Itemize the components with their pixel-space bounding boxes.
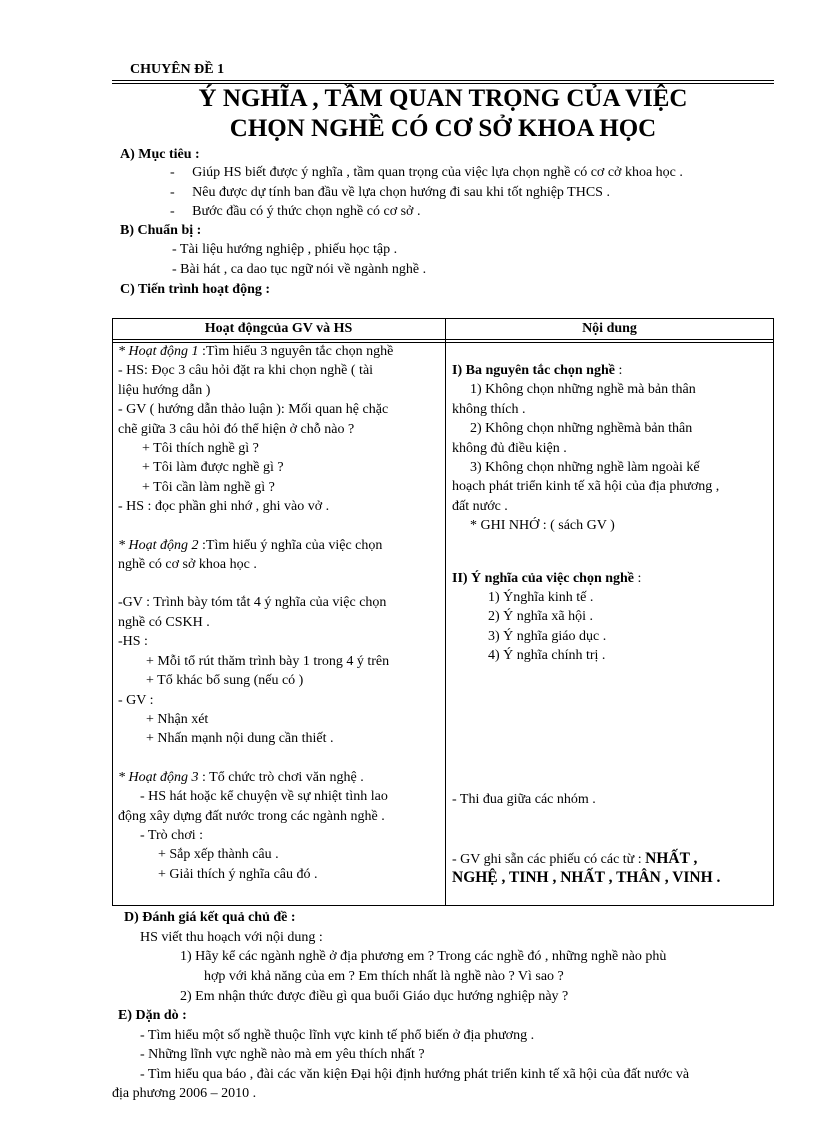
activity-1-question: + Tôi thích nghề gì ? — [142, 441, 259, 457]
activity-3-step: + Sắp xếp thành câu . — [158, 847, 279, 863]
principle-line: không đủ điều kiện . — [452, 440, 567, 456]
principle-line: không thích . — [452, 401, 526, 417]
section-e-line-4: địa phương 2006 – 2010 . — [112, 1086, 257, 1101]
meaning-item: 1) Ýnghĩa kinh tế . — [488, 590, 594, 606]
meaning-heading: II) Ý nghĩa của việc chọn nghề : — [452, 570, 642, 586]
section-a-item-3: - Bước đầu có ý thức chọn nghề có cơ sở . — [170, 204, 421, 219]
activity-3-line: - Trò chơi : — [140, 827, 204, 843]
section-d-question-1-cont: hợp với khả năng của em ? Em thích nhất là nghề nào ? Vì sao ? — [204, 969, 564, 984]
title-line-2: CHỌN NGHỀ CÓ CƠ SỞ KHOA HỌC — [229, 115, 657, 142]
activity-2-title: * Hoạt động 2 :Tìm hiểu ý nghĩa của việc chọn — [118, 537, 383, 553]
activity-1-line: - HS : đọc phần ghi nhớ , ghi vào vở . — [118, 499, 330, 515]
section-e-heading: E) Dặn dò : — [118, 1008, 187, 1023]
section-a-heading: A) Mục tiêu : — [120, 147, 200, 162]
activity-1-line: liệu hướng dẫn ) — [118, 382, 211, 398]
principle-line: 3) Không chọn những nghề làm ngoài kế — [470, 460, 700, 476]
activity-2-line: nghề có CSKH . — [118, 614, 210, 630]
activity-1-title: * Hoạt động 1 :Tìm hiểu 3 nguyên tắc chọn nghề — [118, 344, 394, 359]
principle-line: hoạch phát triển kinh tế xã hội của địa phương , — [452, 479, 720, 495]
memo-note: * GHI NHỚ : ( sách GV ) — [470, 518, 615, 534]
activity-1-question: + Tôi làm được nghề gì ? — [142, 460, 284, 476]
activity-1-line: - HS: Đọc 3 câu hỏi đặt ra khi chọn nghề ( tài — [118, 363, 374, 379]
activity-3-step: + Giải thích ý nghĩa câu đó . — [158, 866, 318, 882]
activity-3-line: - HS hát hoặc kể chuyện về sự nhiệt tình lao — [140, 789, 388, 805]
activity-2-step: + Tổ khác bổ sung (nếu có ) — [146, 673, 304, 689]
principles-heading: I) Ba nguyên tắc chọn nghề : — [452, 363, 623, 378]
word-cards-line: - GV ghi sẵn các phiếu có các từ : NHẤT , — [452, 850, 698, 867]
word-cards-words: NGHỆ , TINH , NHẤT , THÂN , VINH . — [452, 869, 721, 886]
activity-2-step: + Nhấn mạnh nội dung cần thiết . — [146, 731, 334, 747]
table-left-column — [118, 342, 393, 884]
section-a-item-1: - Giúp HS biết được ý nghĩa , tầm quan trọng của việc lựa chọn nghề có cơ cở khoa học . — [170, 165, 683, 180]
activity-3-line: động xây dựng đất nước trong các ngành nghề . — [118, 808, 385, 824]
section-e-line-1: - Tìm hiểu một số nghề thuộc lĩnh vực kinh tế phổ biến ở địa phương . — [140, 1028, 535, 1043]
title-line-1: Ý NGHĨA , TẦM QUAN TRỌNG CỦA VIỆC — [198, 85, 688, 112]
contest-line: - Thi đua giữa các nhóm . — [452, 792, 596, 807]
activity-2-line: -GV : Trình bày tóm tắt 4 ý nghĩa của việc chọn — [118, 595, 387, 611]
activity-2-step: + Nhận xét — [146, 711, 209, 727]
activity-2-line: nghề có cơ sở khoa học . — [118, 557, 257, 573]
section-a-item-2: - Nêu được dự tính ban đầu về lựa chọn hướng đi sau khi tốt nghiệp THCS . — [170, 185, 610, 200]
activity-3-title: * Hoạt động 3 : Tổ chức trò chơi văn nghệ . — [118, 769, 364, 785]
section-d-question-2: 2) Em nhận thức được điều gì qua buổi Giáo dục hướng nghiệp này ? — [180, 989, 569, 1004]
principle-line: 1) Không chọn những nghề mà bản thân — [470, 382, 696, 398]
meaning-item: 2) Ý nghĩa xã hội . — [488, 609, 593, 625]
meaning-item: 4) Ý nghĩa chính trị . — [488, 648, 606, 664]
section-d-intro: HS viết thu hoạch với nội dung : — [140, 930, 323, 945]
table-header-content: Nội dung — [582, 321, 637, 336]
activity-1-question: + Tôi cần làm nghề gì ? — [142, 479, 275, 495]
activity-2-line: - GV : — [118, 692, 154, 708]
section-d-question-1: 1) Hãy kể các ngành nghề ở địa phương em ? Trong các nghề đó , những nghề nào phù — [180, 949, 667, 964]
table-column-divider — [445, 318, 446, 906]
header-rule — [112, 80, 774, 81]
section-c-heading: C) Tiến trình hoạt động : — [120, 282, 271, 297]
section-e-line-3: - Tìm hiểu qua báo , đài các văn kiện Đại hội định hướng phát triển kinh tế xã hội của đất nước và — [140, 1067, 690, 1082]
table-header-activities: Hoạt độngcủa GV và HS — [204, 321, 353, 336]
activity-1-line: chẽ giữa 3 câu hỏi đó thể hiện ở chỗ nào ? — [118, 421, 355, 437]
activity-1-line: - GV ( hướng dẫn thảo luận ): Mối quan hệ chặc — [118, 402, 389, 418]
principle-line: đất nước . — [452, 498, 508, 514]
activity-2-line: -HS : — [118, 634, 148, 650]
principle-line: 2) Không chọn những nghềmà bản thân — [470, 421, 693, 437]
section-e-line-2: - Những lĩnh vực nghề nào mà em yêu thích nhất ? — [140, 1047, 425, 1062]
table-right-column — [452, 361, 719, 666]
section-d-heading: D) Đánh giá kết quả chủ đề : — [124, 910, 296, 925]
section-b-item-2: - Bài hát , ca dao tục ngữ nói về ngành nghề . — [172, 262, 427, 277]
meaning-item: 3) Ý nghĩa giáo dục . — [488, 628, 607, 644]
table-header-rule — [112, 339, 774, 340]
section-b-item-1: - Tài liệu hướng nghiệp , phiếu học tập . — [172, 242, 398, 257]
section-b-heading: B) Chuẩn bị : — [120, 223, 202, 238]
topic-label: CHUYÊN ĐỀ 1 — [130, 62, 225, 77]
activity-2-step: + Mỗi tổ rút thăm trình bày 1 trong 4 ý trên — [146, 653, 390, 669]
